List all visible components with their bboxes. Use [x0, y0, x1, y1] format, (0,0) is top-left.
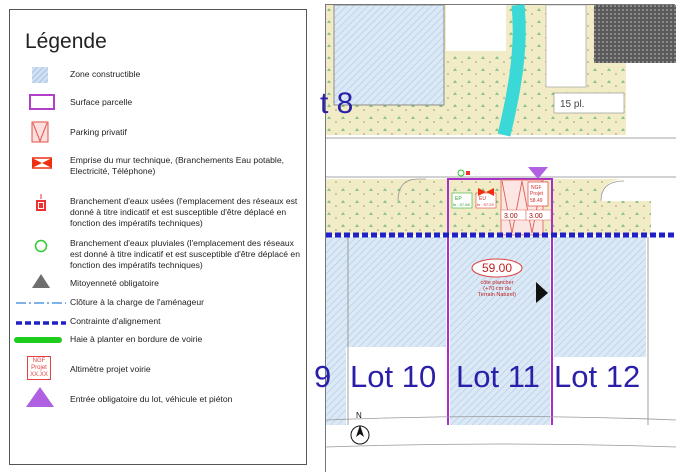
plan-drawing	[314, 5, 676, 473]
altitude-note: Terrain Naturel)	[478, 292, 516, 298]
road-right	[626, 63, 676, 137]
lot-9-label: 9	[314, 359, 332, 394]
eu-connection-icon	[466, 171, 470, 175]
lot-10-label: Lot 10	[350, 359, 437, 394]
ngf-label: NGF	[531, 185, 542, 191]
parking-dim-right: 3.00	[529, 213, 543, 220]
ep-value: fe : 57.68	[453, 202, 470, 207]
legend-text: Branchement d'eaux pluviales (l'emplacement des réseaux est donné à titre indicatif et est susceptible d'être déplacé en fonction des impératifs techniques)	[70, 238, 300, 270]
road	[326, 137, 676, 179]
lot-10-zone	[346, 237, 446, 347]
eu-label: EU	[479, 196, 486, 202]
legend-text: Haie à planter en bordure de voirie	[70, 334, 203, 344]
dark-building	[594, 5, 676, 63]
parking-label: 15 pl.	[560, 99, 585, 110]
ngf-value: 58.49	[530, 198, 543, 204]
ngf-box-label: XX.XX	[30, 372, 48, 378]
hatched-blue-square-icon	[28, 65, 62, 85]
legend-text: Clôture à la charge de l'aménageur	[70, 297, 204, 307]
ngf-box-icon	[27, 356, 51, 380]
legend-text: Altimètre projet voirie	[70, 364, 151, 374]
building-block	[546, 5, 586, 87]
legend-text: Contrainte d'alignement	[70, 316, 161, 326]
red-bowtie-icon	[28, 153, 62, 173]
legend-text: Branchement d'eaux usées (l'emplacement des réseaux est donné à titre indicatif et est susceptible d'être déplacé en fonction des impératifs techniques)	[70, 196, 298, 228]
legend-text: Parking privatif	[70, 127, 127, 137]
altitude-note: côte plancher	[480, 280, 514, 286]
altitude-value: 59.00	[481, 261, 513, 275]
lot-9-zone	[326, 237, 346, 427]
bottom-road	[326, 425, 676, 473]
legend-panel	[9, 9, 307, 465]
legend-text: Zone constructible	[70, 69, 141, 79]
ngf-box-label: Projet	[31, 365, 47, 371]
legend-text: Mitoyenneté obligatoire	[70, 278, 159, 288]
legend-text: Emprise du mur technique, (Branchements Eau potable, Electricité, Téléphone)	[70, 155, 285, 176]
green-bar-icon	[12, 330, 70, 350]
ep-label: EP	[455, 196, 462, 202]
ngf-box-label: NGF	[32, 358, 46, 364]
eu-value: fe : 57.29	[477, 202, 494, 207]
white-block-top	[446, 5, 506, 51]
north-label: N	[356, 411, 362, 420]
blue-dashed-line-icon	[14, 312, 70, 332]
purple-triangle-icon	[28, 385, 62, 409]
legend-title: Légende	[25, 30, 107, 53]
lot-12-label: Lot 12	[554, 359, 641, 394]
red-parking-icon	[28, 120, 62, 144]
altitude-note: (+70 cm du	[483, 286, 511, 292]
parking-dim-left: 3.00	[504, 213, 518, 220]
purple-rectangle-icon	[28, 92, 62, 112]
lot-11-label: Lot 11	[456, 359, 540, 394]
grey-triangle-icon	[28, 272, 62, 292]
green-circle-icon	[28, 234, 62, 254]
legend-text: Entrée obligatoire du lot, véhicule et piéton	[70, 394, 233, 404]
lot-8-label: t 8	[320, 87, 354, 120]
lot-12-zone	[554, 237, 646, 357]
site-plan	[314, 4, 675, 472]
legend-text: Surface parcelle	[70, 97, 133, 107]
ngf-label: Projet	[530, 191, 544, 197]
red-box-icon	[28, 192, 62, 216]
dash-dot-line-icon	[14, 293, 70, 313]
